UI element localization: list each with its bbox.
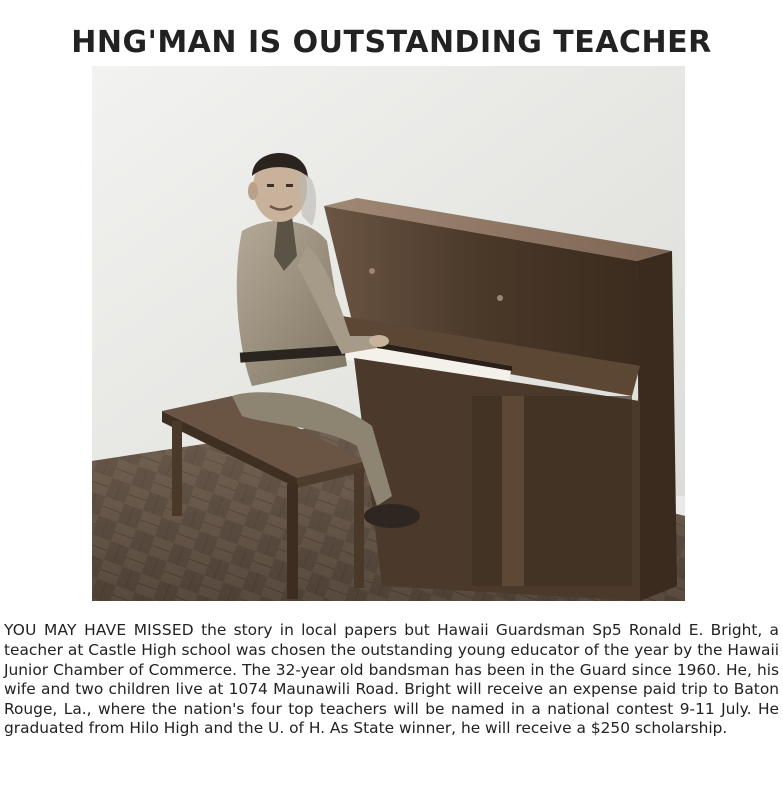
photograph: [92, 66, 685, 601]
headline: HNG'MAN IS OUTSTANDING TEACHER: [71, 25, 712, 61]
piano: [324, 198, 677, 601]
caption-lead: YOU MAY HAVE MISSED: [4, 621, 194, 640]
caption-body: the story in local papers but Hawaii Guardsman Sp5 Ronald E. Bright, a teacher at Castle High school was chosen the outstanding young educator of the year by the Hawaii Junior Chamber of Commerce. The 32-year old bandsman has been in the Guard since 1960. He, his wife and two children live at 1074 Maunawili Road. Bright will receive an expense paid trip to Baton Rouge, La., where the nation's four top teachers will be named in a national contest 9-11 July. He graduated from Hilo High and the U. of H. As State winner, he will receive a $250 scholarship.: [4, 621, 779, 738]
photo-caption: [4, 621, 779, 739]
